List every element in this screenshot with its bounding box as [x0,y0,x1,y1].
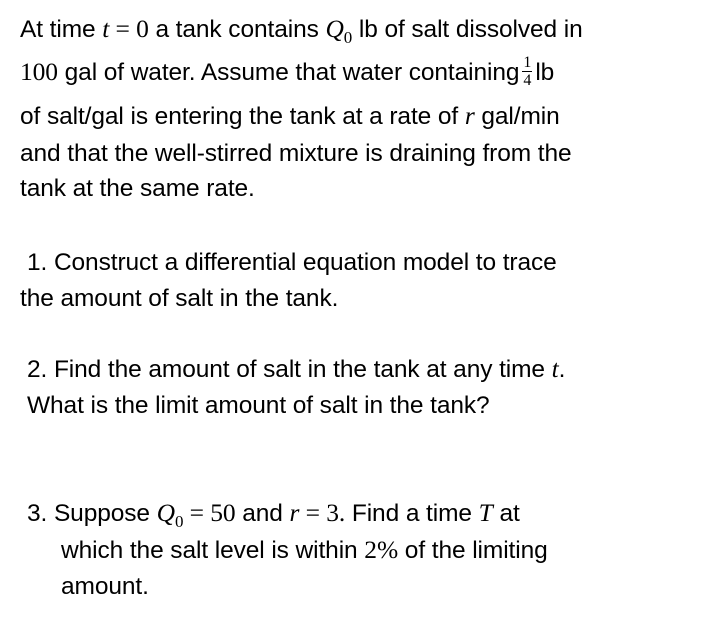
fraction-numerator: 1 [523,54,532,71]
fraction-one-quarter [522,54,532,89]
math-variable-r: r [289,498,300,527]
math-equals-zero: = 0 [109,14,149,43]
intro-text: gal of water. Assume that water containing [57,58,520,86]
intro-text: At time [20,16,103,43]
question-text: the amount of salt in the tank. [20,285,339,312]
math-variable-q: Q [325,14,344,43]
math-subscript: 0 [343,28,353,47]
question-text: amount. [61,573,149,600]
question-text: 1. Construct a differential equation model to trace [27,249,557,276]
intro-text: gal/min [474,103,560,130]
intro-text: lb of salt dissolved in [352,16,583,43]
intro-line-1 [20,14,583,47]
question-1-line-1 [27,248,557,278]
question-text: . [558,356,566,383]
intro-text: and that the well-stirred mixture is draining from the [20,140,572,167]
question-3-line-3 [61,572,149,602]
math-variable-T: T [478,498,493,527]
question-1-line-2 [20,284,338,314]
intro-text: a tank contains [148,16,326,43]
math-variable-t: t [102,14,110,43]
question-3-line-1 [27,498,520,531]
intro-text: of salt/gal is entering the tank at a rate of [20,103,465,130]
intro-text: lb [535,58,555,86]
intro-line-4 [20,139,572,169]
question-2-line-2 [27,391,490,421]
question-text: which the salt level is within [61,537,365,564]
math-equals-3: = 3. [299,498,346,527]
math-variable-q: Q [156,498,175,527]
question-3-line-2 [61,535,548,566]
intro-line-5 [20,174,255,204]
math-number: 100 [20,56,58,86]
math-variable-t: t [551,354,559,383]
question-text: What is the limit amount of salt in the tank? [27,392,490,419]
intro-line-2 [20,56,554,91]
math-percent: 2% [364,535,399,564]
math-subscript: 0 [175,512,184,531]
question-text: at [492,500,520,527]
math-equals-50: = 50 [183,498,236,527]
intro-text: tank at the same rate. [20,175,255,202]
question-2-line-1 [27,354,565,385]
question-text: of the limiting [398,537,548,564]
question-text: Find a time [345,500,479,527]
math-variable-r: r [464,101,475,130]
question-text: 2. Find the amount of salt in the tank at any time [27,356,552,383]
fraction-denominator: 4 [523,72,532,89]
question-text: and [235,500,290,527]
intro-line-3 [20,101,560,132]
question-text: 3. Suppose [27,500,157,527]
